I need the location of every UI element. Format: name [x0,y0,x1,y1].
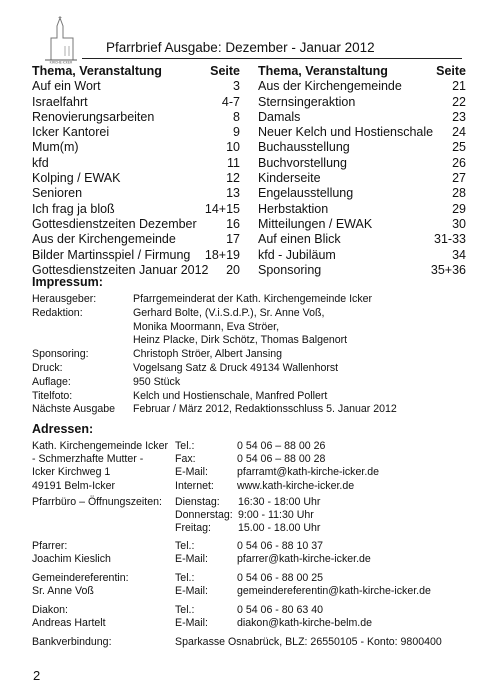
toc-page: 16 [226,216,240,231]
address-name: Andreas Hartelt [32,617,106,630]
toc-topic: Senioren [32,186,83,201]
toc-page: 17 [226,232,240,247]
toc-topic: kfd - Jubiläum [258,247,336,262]
address-value: www.kath-kirche-icker.de [237,479,355,492]
address-label: E-Mail: [175,553,208,566]
impressum-row [32,403,397,417]
svg-text:KIRCHE ICKER: KIRCHE ICKER [49,60,73,64]
toc-page: 21 [452,79,466,94]
toc-row [32,202,240,217]
bank-value: Sparkasse Osnabrück, BLZ: 26550105 - Konto: 9800400 [175,636,442,648]
impressum-value: Februar / März 2012, Redaktionsschluss 5. Januar 2012 [133,403,397,416]
toc-topic: Sponsoring [258,262,322,277]
address-name: - Schmerzhafte Mutter - [32,453,144,466]
impressum-row [32,362,397,376]
address-row [32,440,379,453]
page-title: Pfarrbrief Ausgabe: Dezember - Januar 2012 [106,40,375,55]
impressum-value: Monika Moormann, Eva Ströer, [133,320,280,333]
address-label: Dienstag: [175,496,220,508]
address-row [32,509,320,522]
impressum-row [32,334,397,348]
toc-page: 35+36 [430,262,466,277]
address-name: 49191 Belm-Icker [32,479,116,492]
title-underline [82,58,462,59]
toc-row [258,156,466,171]
toc-topic: kfd [32,155,49,170]
impressum-label: Redaktion: [32,306,83,319]
church-logo-icon [43,16,79,64]
address-value: 0 54 06 - 88 10 37 [237,540,323,552]
address-label: Freitag: [175,522,211,535]
toc-page: 28 [452,186,466,201]
impressum-value: Christoph Ströer, Albert Jansing [133,348,282,361]
toc-row [258,171,466,186]
address-name [32,509,175,522]
impressum-row [32,390,397,404]
address-label: E-Mail: [175,466,208,479]
toc-row [258,186,466,201]
toc-page: 12 [226,171,240,186]
address-value: gemeindereferentin@kath-kirche-icker.de [237,585,431,598]
address-value: 9:00 - 11:30 Uhr [238,509,314,522]
address-parish [32,440,379,493]
toc-header-topic: Thema, Veranstaltung [258,64,388,78]
address-value: 15.00 - 18.00 Uhr [238,522,321,535]
toc-page: 25 [452,140,466,155]
address-row [32,553,371,566]
toc-topic: Gottesdienstzeiten Dezember [32,216,197,231]
toc-row [32,248,240,263]
address-row [32,617,372,630]
address-label: E-Mail: [175,585,208,598]
address-label: Tel.: [175,572,195,584]
impressum-value: Pfarrgemeinderat der Kath. Kirchengemeinde Icker [133,293,373,305]
toc-page: 10 [226,140,240,155]
toc-row [258,202,466,217]
impressum-row [32,348,397,362]
impressum-label: Herausgeber: [32,293,97,305]
impressum-label: Nächste Ausgabe [32,403,116,416]
impressum-row [32,293,397,307]
toc-topic: Neuer Kelch und Hostienschale [258,125,434,140]
impressum-block [32,293,397,417]
toc-row [258,217,466,232]
toc-right-column [258,64,466,278]
toc-row [32,110,240,125]
toc-page: 22 [452,94,466,109]
toc-topic: Mum(m) [32,140,79,155]
toc-topic: Damals [258,109,301,124]
toc-header-row [32,64,240,79]
address-value: 0 54 06 – 88 00 26 [237,440,326,452]
impressum-row [32,376,397,390]
toc-row [32,186,240,201]
impressum-label [32,321,133,335]
toc-topic: Engelausstellung [258,186,354,201]
toc-row [258,79,466,94]
page-number: 2 [33,668,41,683]
toc-row [32,217,240,232]
toc-topic: Kolping / EWAK [32,171,121,186]
toc-row [258,125,466,140]
toc-header-page: Seite [210,64,240,78]
address-row [32,522,320,535]
toc-page: 4-7 [221,94,240,109]
toc-page: 34 [452,247,466,262]
toc-topic: Kinderseite [258,171,321,186]
toc-topic: Bilder Martinsspiel / Firmung [32,247,191,262]
address-value: 0 54 06 - 88 00 25 [237,572,323,584]
impressum-value: 950 Stück [133,375,181,388]
impressum-row [32,307,397,321]
toc-topic: Aus der Kirchengemeinde [258,79,402,94]
impressum-value: Kelch und Hostienschale, Manfred Pollert [133,389,328,402]
toc-row [258,95,466,110]
toc-topic: Ich frag ja bloß [32,201,115,216]
toc-topic: Sternsingeraktion [258,94,356,109]
toc-page: 23 [452,109,466,124]
toc-page: 31-33 [434,232,466,247]
toc-topic: Auf einen Blick [258,232,341,247]
bank-details [32,636,442,648]
toc-topic: Buchausstellung [258,140,350,155]
address-row [32,572,431,585]
address-label: Internet: [175,479,214,492]
address-label: Fax: [175,453,196,466]
address-name: Diakon: [32,604,68,616]
address-row [32,496,320,509]
adressen-title: Adressen: [32,422,94,436]
toc-page: 3 [233,79,240,94]
address-value: pfarrer@kath-kirche-icker.de [237,553,371,566]
toc-left-column [32,64,240,278]
address-label: E-Mail: [175,617,208,630]
address-value: 0 54 06 - 80 63 40 [237,604,323,616]
toc-topic: Aus der Kirchengemeinde [32,232,176,247]
address-name: Pfarrbüro – Öffnungszeiten: [32,496,162,508]
toc-header-page: Seite [436,64,466,78]
toc-row [258,232,466,247]
address-label: Tel.: [175,604,195,616]
toc-page: 14+15 [204,201,240,216]
address-value: 0 54 06 – 88 00 28 [237,453,326,466]
address-row [32,480,379,493]
address-name: Kath. Kirchengemeinde Icker [32,440,169,452]
address-deacon [32,604,372,630]
impressum-value: Vogelsang Satz & Druck 49134 Wallenhorst [133,361,339,374]
toc-page: 8 [233,109,240,124]
address-label: Tel.: [175,540,195,552]
bank-label: Bankverbindung: [32,636,112,648]
address-value: pfarramt@kath-kirche-icker.de [237,466,380,479]
toc-page: 18+19 [204,247,240,262]
address-office-hours [32,496,320,536]
toc-topic: Renovierungsarbeiten [32,109,155,124]
impressum-title: Impressum: [32,275,103,289]
address-row [32,604,372,617]
address-value: diakon@kath-kirche-belm.de [237,617,372,630]
toc-page: 9 [233,125,240,140]
toc-page: 29 [452,201,466,216]
address-name: Pfarrer: [32,540,68,552]
toc-row [258,248,466,263]
address-row [32,540,371,553]
impressum-label: Titelfoto: [32,389,73,402]
toc-row [258,110,466,125]
toc-topic: Gottesdienstzeiten Januar 2012 [32,262,209,277]
toc-row [32,156,240,171]
address-row [32,453,379,466]
address-label: Donnerstag: [175,509,233,522]
impressum-row [32,321,397,335]
address-row [32,466,379,479]
address-name: Joachim Kieslich [32,553,111,566]
impressum-value: Heinz Placke, Dirk Schötz, Thomas Balgenort [133,334,348,347]
toc-page: 13 [226,186,240,201]
toc-row [32,171,240,186]
address-label: Tel.: [175,440,195,452]
toc-page: 30 [452,216,466,231]
toc-header-row [258,64,466,79]
address-pastor [32,540,371,566]
toc-page: 26 [452,155,466,170]
toc-row [32,232,240,247]
toc-topic: Herbstaktion [258,201,329,216]
toc-row [32,140,240,155]
address-row [32,585,431,598]
toc-topic: Icker Kantorei [32,125,110,140]
toc-row [258,140,466,155]
toc-topic: Auf ein Wort [32,79,101,94]
toc-topic: Buchvorstellung [258,155,347,170]
toc-row [32,125,240,140]
toc-page: 11 [227,155,240,170]
address-name: Gemeindereferentin: [32,572,129,584]
address-name: Icker Kirchweg 1 [32,466,111,479]
toc-header-topic: Thema, Veranstaltung [32,64,162,78]
toc-row [32,79,240,94]
impressum-label: Sponsoring: [32,348,89,361]
toc-page: 24 [452,125,466,140]
toc-row [32,95,240,110]
toc-page: 27 [452,171,466,186]
toc-page: 20 [226,262,240,277]
toc-row [258,263,466,278]
impressum-label: Auflage: [32,375,71,388]
address-parish-assistant [32,572,431,598]
address-name: Sr. Anne Voß [32,585,94,598]
impressum-label [32,334,133,348]
address-value: 16:30 - 18:00 Uhr [238,496,321,508]
toc-topic: Mitteilungen / EWAK [258,216,373,231]
toc-topic: Israelfahrt [32,94,88,109]
impressum-value: Gerhard Bolte, (V.i.S.d.P.), Sr. Anne Voß, [133,306,325,319]
impressum-label: Druck: [32,361,63,374]
address-name [32,522,175,535]
